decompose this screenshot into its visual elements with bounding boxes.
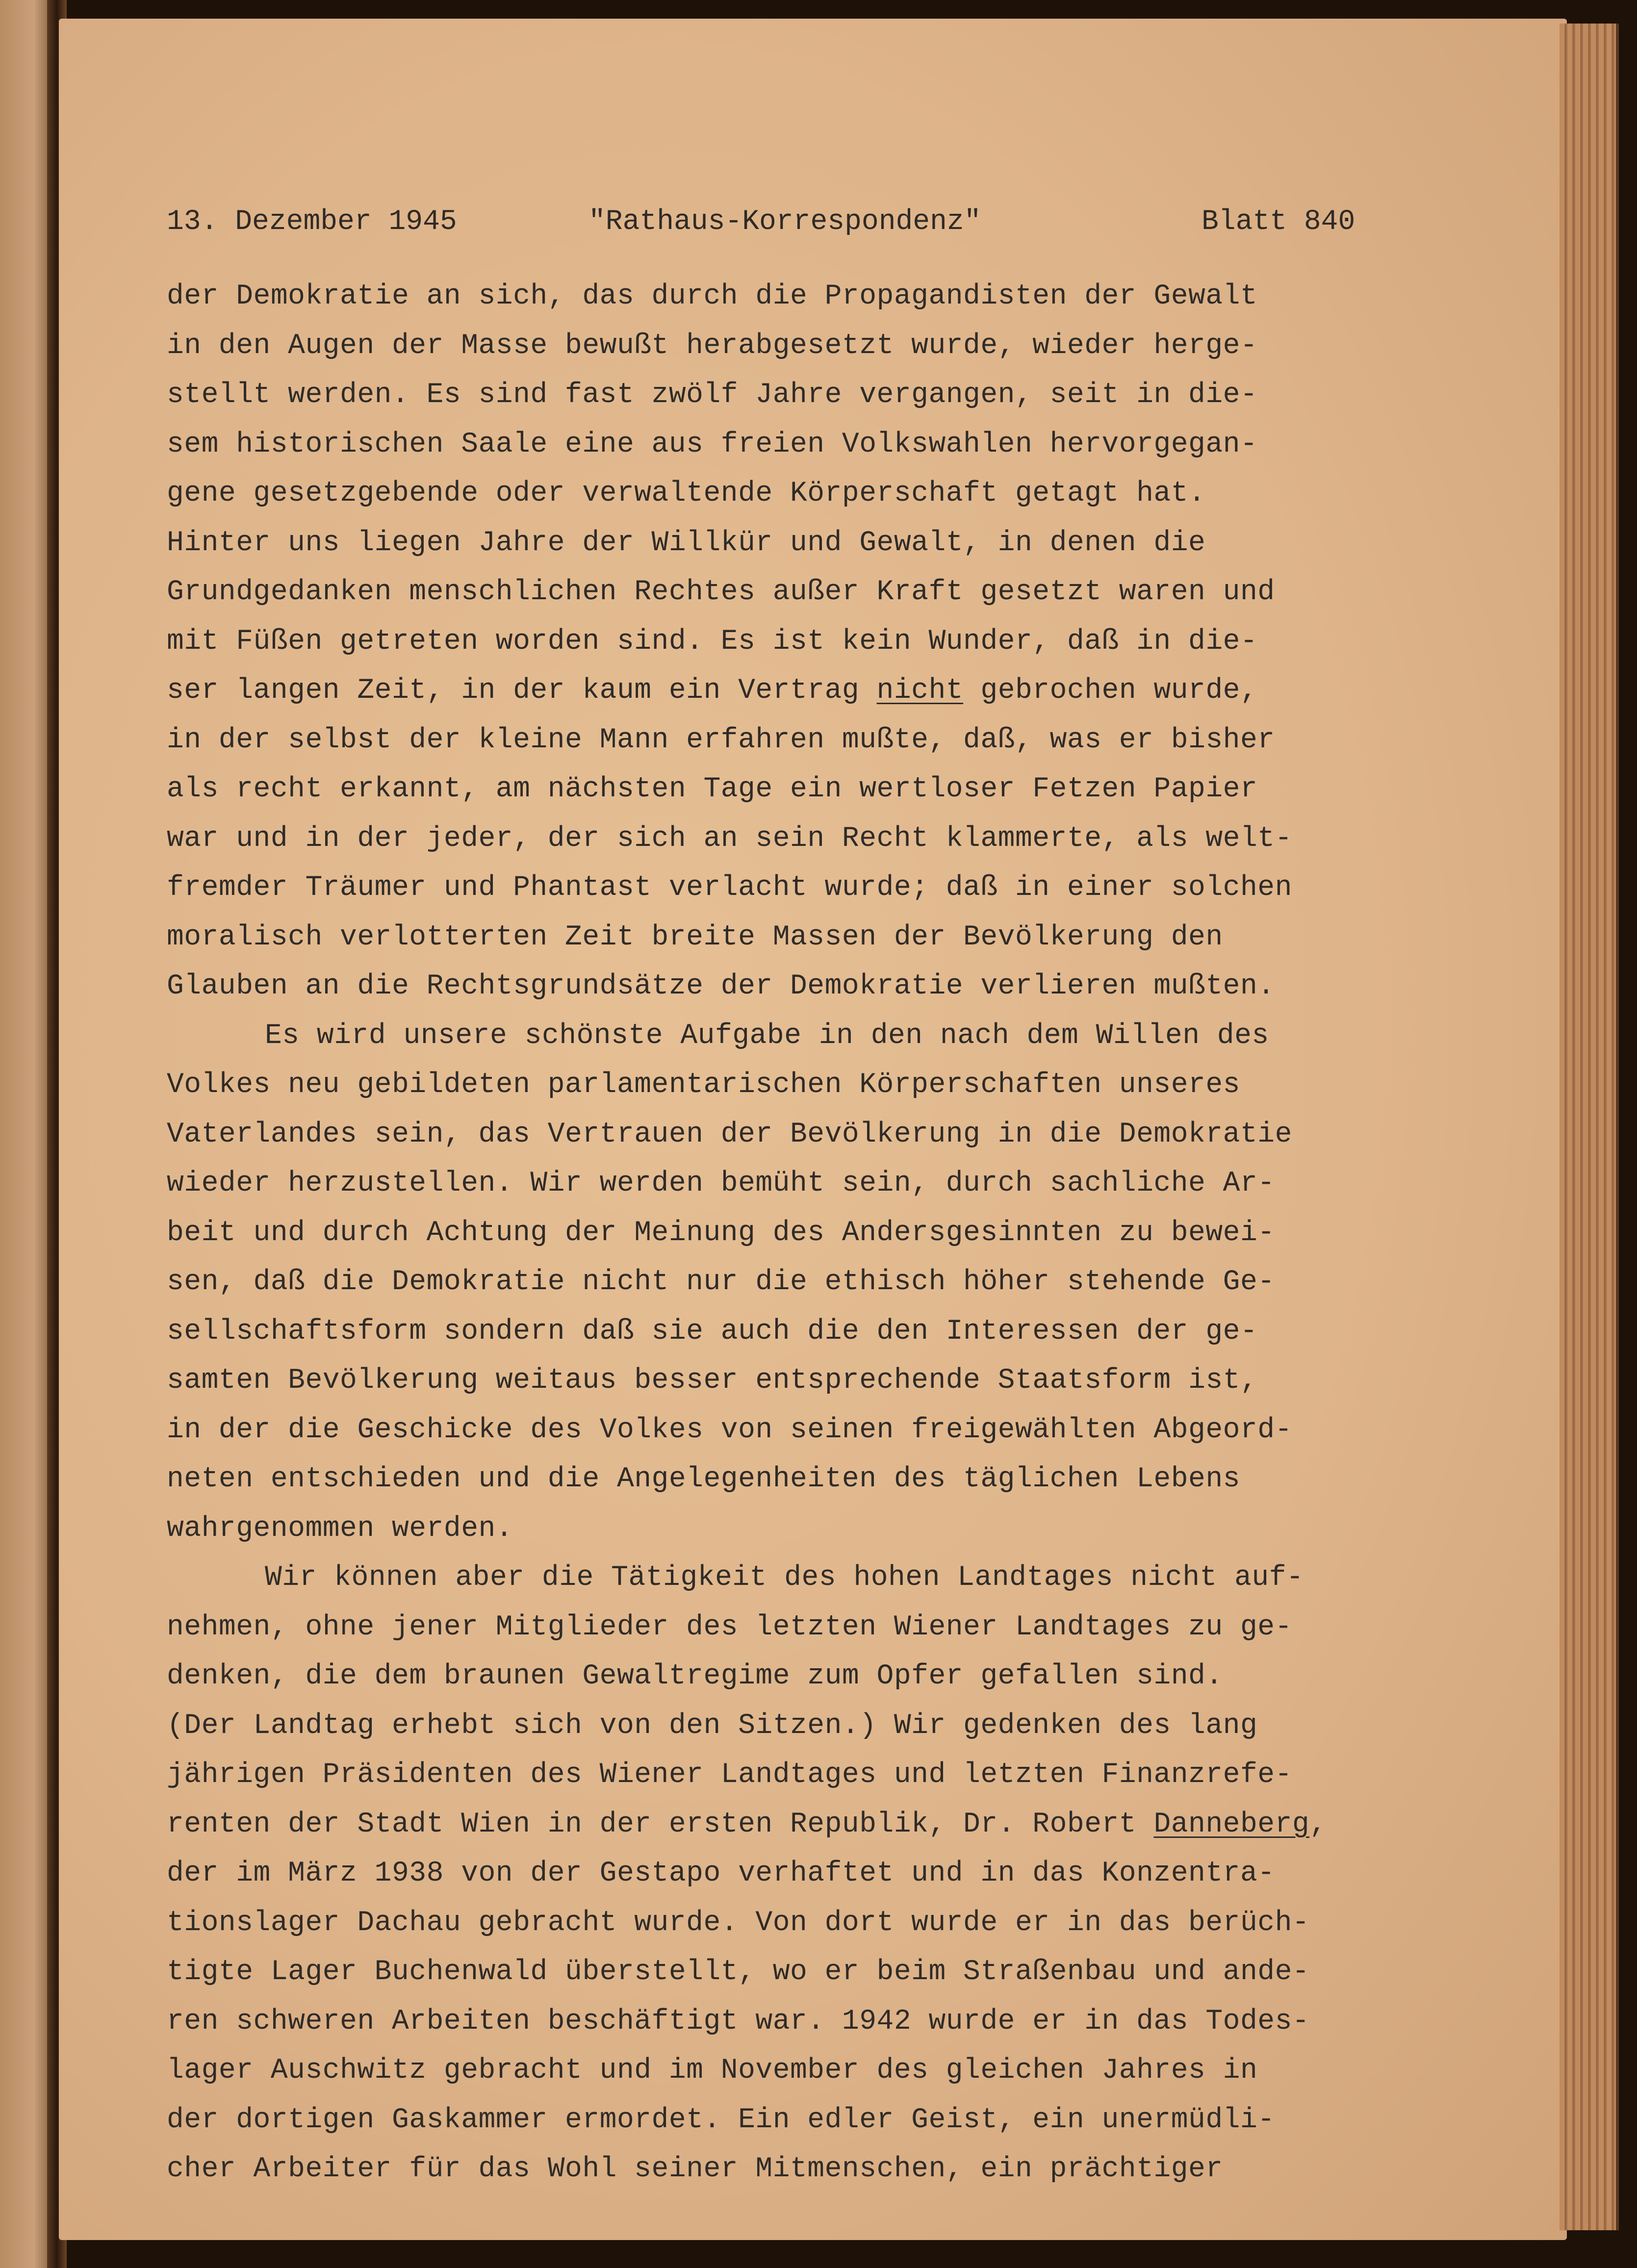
- text-line-part: ,: [1309, 1808, 1327, 1840]
- header-date: 13. Dezember 1945: [167, 206, 457, 238]
- text-line: lager Auschwitz gebracht und im November des gleichen Jahres in: [167, 2055, 1258, 2087]
- text-line: sem historischen Saale eine aus freien Volkswahlen hervorgegan-: [167, 428, 1258, 460]
- paragraph-start: Es wird unsere schönste Aufgabe in den nach dem Willen des: [265, 1019, 1269, 1052]
- text-line: war und in der jeder, der sich an sein Recht klammerte, als welt-: [167, 822, 1292, 855]
- text-line: in den Augen der Masse bewußt herabgesetzt wurde, wieder herge-: [167, 330, 1258, 362]
- text-line: als recht erkannt, am nächsten Tage ein wertloser Fetzen Papier: [167, 773, 1258, 805]
- header-title: "Rathaus-Korrespondenz": [588, 206, 981, 238]
- text-line: neten entschieden und die Angelegenheiten des täglichen Lebens: [167, 1463, 1240, 1495]
- text-line: Grundgedanken menschlichen Rechtes außer Kraft gesetzt waren und: [167, 576, 1275, 608]
- text-line: [167, 666, 1530, 716]
- text-line: stellt werden. Es sind fast zwölf Jahre vergangen, seit in die-: [167, 379, 1258, 411]
- text-line: wieder herzustellen. Wir werden bemüht sein, durch sachliche Ar-: [167, 1168, 1275, 1199]
- text-line: in der selbst der kleine Mann erfahren mußte, daß, was er bisher: [167, 724, 1275, 756]
- body-text: [167, 272, 1530, 2194]
- page-header: [167, 206, 1393, 245]
- header-sheet-number: Blatt 840: [1202, 206, 1356, 238]
- text-line: wahrgenommen werden.: [167, 1512, 513, 1545]
- text-line: mit Füßen getreten worden sind. Es ist kein Wunder, daß in die-: [167, 625, 1258, 658]
- text-line: in der die Geschicke des Volkes von seinen freigewählten Abgeord-: [167, 1414, 1292, 1446]
- text-line: Glauben an die Rechtsgrundsätze der Demokratie verlieren mußten.: [167, 970, 1275, 1002]
- text-line: der im März 1938 von der Gestapo verhaftet und in das Konzentra-: [167, 1858, 1275, 1889]
- text-line-part: renten der Stadt Wien in der ersten Republik, Dr. Robert: [167, 1808, 1154, 1840]
- text-line: der dortigen Gaskammer ermordet. Ein edler Geist, ein unermüdli-: [167, 2104, 1275, 2136]
- text-line: Hinter uns liegen Jahre der Willkür und Gewalt, in denen die: [167, 527, 1206, 559]
- underlined-name: Danneberg: [1153, 1808, 1310, 1840]
- text-line: [167, 1800, 1530, 1850]
- text-line: (Der Landtag erhebt sich von den Sitzen.) Wir gedenken des lang: [167, 1709, 1258, 1742]
- text-line: samten Bevölkerung weitaus besser entsprechende Staatsform ist,: [167, 1365, 1258, 1397]
- text-line: ren schweren Arbeiten beschäftigt war. 1942 wurde er in das Todes-: [167, 2005, 1310, 2038]
- text-line-part: ser langen Zeit, in der kaum ein Vertrag: [167, 675, 877, 707]
- text-line: moralisch verlotterten Zeit breite Massen der Bevölkerung den: [167, 921, 1223, 953]
- text-line: nehmen, ohne jener Mitglieder des letzten Wiener Landtages zu ge-: [167, 1611, 1292, 1643]
- text-line: Volkes neu gebildeten parlamentarischen Körperschaften unseres: [167, 1069, 1240, 1101]
- text-line: Vaterlandes sein, das Vertrauen der Bevölkerung in die Demokratie: [167, 1118, 1292, 1150]
- text-line: sen, daß die Demokratie nicht nur die ethisch höher stehende Ge-: [167, 1266, 1275, 1298]
- page-stack-edge: [1560, 24, 1619, 2230]
- paragraph-start: Wir können aber die Tätigkeit des hohen Landtages nicht auf-: [265, 1562, 1304, 1594]
- text-line: jährigen Präsidenten des Wiener Landtages und letzten Finanzrefe-: [167, 1759, 1292, 1791]
- text-line: der Demokratie an sich, das durch die Propagandisten der Gewalt: [167, 280, 1258, 312]
- text-line: gene gesetzgebende oder verwaltende Körperschaft getagt hat.: [167, 478, 1206, 510]
- text-line: fremder Träumer und Phantast verlacht wurde; daß in einer solchen: [167, 872, 1292, 904]
- text-line: sellschaftsform sondern daß sie auch die den Interessen der ge-: [167, 1315, 1258, 1348]
- text-line: cher Arbeiter für das Wohl seiner Mitmenschen, ein prächtiger: [167, 2153, 1223, 2185]
- text-line: tionslager Dachau gebracht wurde. Von dort wurde er in das berüch-: [167, 1907, 1310, 1939]
- text-line: beit und durch Achtung der Meinung des Andersgesinnten zu bewei-: [167, 1217, 1275, 1249]
- text-line: denken, die dem braunen Gewaltregime zum Opfer gefallen sind.: [167, 1660, 1223, 1692]
- underlined-word: nicht: [876, 675, 964, 707]
- text-line: tigte Lager Buchenwald überstellt, wo er beim Straßenbau und ande-: [167, 1956, 1310, 1988]
- text-line-part: gebrochen wurde,: [963, 675, 1258, 707]
